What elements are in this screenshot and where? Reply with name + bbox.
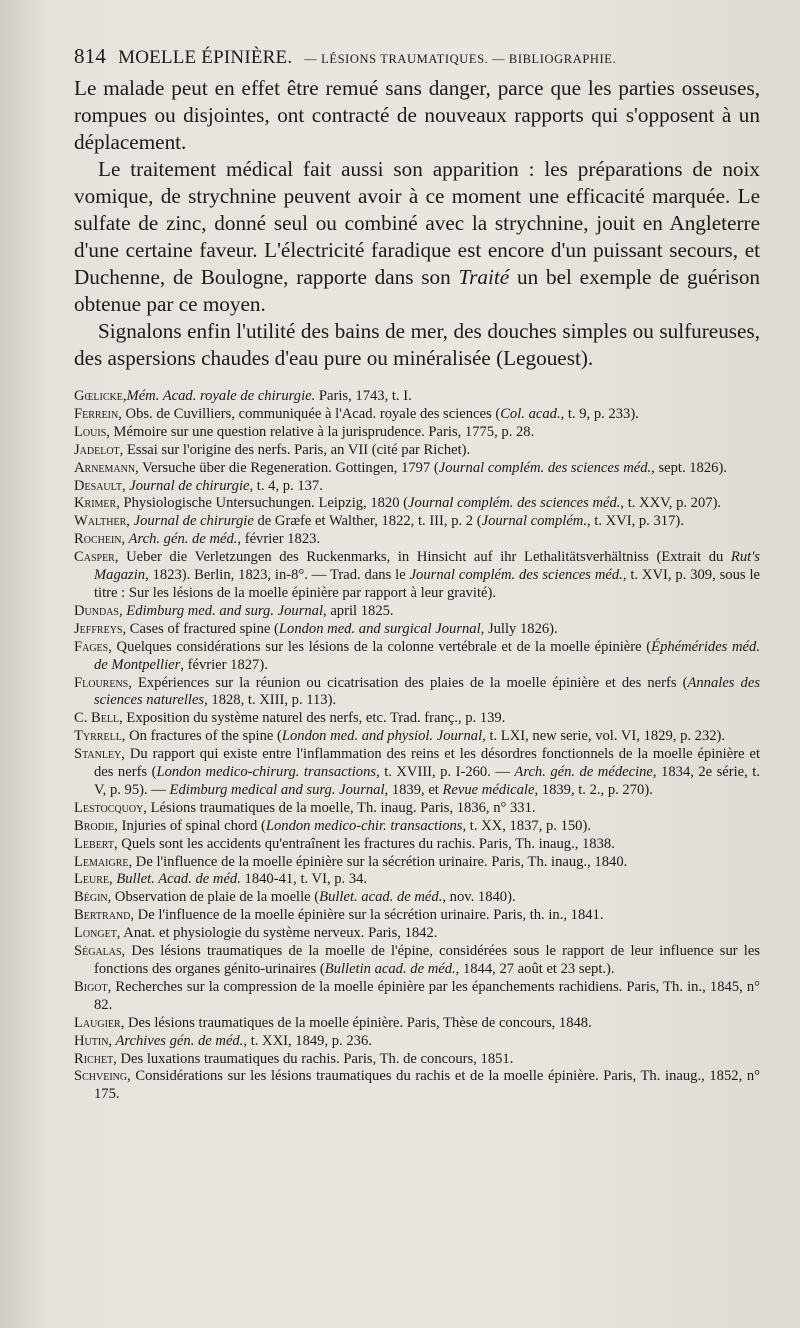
entry-text: , 1828, t. XIII, p. 113). xyxy=(204,692,337,709)
entry-title-italic: Arch. gén. de méd. xyxy=(125,531,238,548)
entry-author: Longet, xyxy=(74,925,121,942)
entry-text: On fractures of the spine ( xyxy=(125,728,282,745)
entry-text: Recherches sur la compression de la moelle épinière par les épanchements rachidiens. Paris, Th. in., 1845, n° 82. xyxy=(94,978,760,1013)
entry-title-italic: Journal complém. des sciences méd. xyxy=(409,567,623,584)
bibliography-entry xyxy=(74,621,760,639)
entry-author: Bégin, xyxy=(74,889,112,906)
bibliography xyxy=(74,388,760,1104)
paragraph-2-italic: Traité xyxy=(458,265,510,289)
entry-text: Anat. et physiologie du système nerveux. Paris, 1842. xyxy=(120,925,438,942)
entry-text: , t. 4, p. 137. xyxy=(249,477,323,494)
bibliography-entry xyxy=(74,406,760,424)
entry-title-italic: London medico-chir. transactions xyxy=(265,817,463,834)
entry-author: Leure, xyxy=(74,871,113,888)
entry-text: Observation de plaie de la moelle ( xyxy=(111,889,320,906)
bibliography-entry xyxy=(74,675,760,711)
bibliography-entry xyxy=(74,478,760,496)
entry-author: Ferrein, xyxy=(74,405,122,422)
entry-text: Des lésions traumatiques de la moelle épinière. Paris, Thèse de concours, 1848. xyxy=(124,1014,592,1031)
bibliography-entry xyxy=(74,1015,760,1033)
entry-author: Hutin, xyxy=(74,1032,113,1049)
bibliography-entry xyxy=(74,1068,760,1104)
bibliography-entry xyxy=(74,531,760,549)
entry-author: Dundas, xyxy=(74,602,123,619)
entry-author: C. Bell, xyxy=(74,710,123,727)
entry-author: Casper, xyxy=(74,549,119,566)
entry-title-italic: Revue médicale xyxy=(442,781,535,798)
entry-text: , t. LXI, new serie, vol. VI, 1829, p. 232). xyxy=(482,728,726,745)
entry-text: Considérations sur les lésions traumatiques du rachis et de la moelle épinière. Paris, Th. inaug., 1852, n° 175. xyxy=(94,1068,760,1103)
entry-text: , t. 9, p. 233). xyxy=(560,405,639,422)
entry-author: Stanley, xyxy=(74,746,125,763)
entry-author: Jadelot, xyxy=(74,441,124,458)
entry-text: , 1839, t. 2., p. 270). xyxy=(534,781,653,798)
entry-text: , t. XX, 1837, p. 150). xyxy=(462,817,591,834)
entry-title-italic: Journal complém. des sciences méd. xyxy=(438,459,652,476)
bibliography-entry xyxy=(74,460,760,478)
paragraph-2-end: un bel exemple de guérison obtenue par ce moyen. xyxy=(74,265,761,316)
entry-author: Flourens, xyxy=(74,674,132,691)
paragraph-1: Le malade peut en effet être remué sans danger, parce que les parties osseuses, rompues ou disjointes, ont contracté de nouveaux rapports qui s'opposent à un déplacement. xyxy=(74,76,760,154)
entry-title-italic: London med. and surgical Journal xyxy=(278,620,481,637)
entry-title-italic: Rut's Magazin xyxy=(94,549,760,584)
entry-author: Fages, xyxy=(74,638,112,655)
bibliography-entry xyxy=(74,1033,760,1051)
entry-text: Expériences sur la réunion ou cicatrisation des plaies de la moelle épinière et des nerfs ( xyxy=(131,674,688,691)
bibliography-entry xyxy=(74,871,760,889)
entry-text: , t. XXI, 1849, p. 236. xyxy=(243,1032,372,1049)
bibliography-entry xyxy=(74,746,760,800)
entry-text: De l'influence de la moelle épinière sur la sécrétion urinaire. Paris, Th. inaug., 1840. xyxy=(132,853,628,870)
entry-text: , t. XXV, p. 207). xyxy=(620,495,722,512)
entry-text: , février 1827). xyxy=(180,656,268,673)
entry-text: Cases of fractured spine ( xyxy=(126,620,279,637)
entry-author: Jeffreys, xyxy=(74,620,127,637)
bibliography-entry xyxy=(74,925,760,943)
bibliography-entry xyxy=(74,907,760,925)
entry-text: , t. XVI, p. 317). xyxy=(587,513,684,530)
entry-text: , 1844, 27 août et 23 sept.). xyxy=(455,961,615,977)
body-text xyxy=(74,75,760,372)
entry-text: Des luxations traumatiques du rachis. Paris, Th. de concours, 1851. xyxy=(116,1050,514,1067)
entry-title-italic: Edimburg medical and surg. Journal xyxy=(169,781,385,798)
entry-text: Versuche über die Regeneration. Gottingen, 1797 ( xyxy=(138,459,439,476)
entry-text: , Jully 1826). xyxy=(480,620,558,637)
bibliography-entry xyxy=(74,1051,760,1069)
entry-author: Arnemann, xyxy=(74,459,139,476)
entry-author: Bertrand, xyxy=(74,907,135,924)
entry-text: Physiologische Untersuchungen. Leipzig, 1820 ( xyxy=(119,495,409,512)
entry-text: de Græfe et Walther, 1822, t. III, p. 2 ( xyxy=(253,513,482,530)
entry-text: De l'influence de la moelle épinière sur la sécrétion urinaire. Paris, th. in., 1841. xyxy=(134,907,604,924)
entry-title-italic: Journal de chirurgie xyxy=(129,513,254,530)
entry-text: Injuries of spinal chord ( xyxy=(117,817,266,834)
bibliography-entry xyxy=(74,728,760,746)
entry-author: Brodie, xyxy=(74,817,118,834)
entry-title-italic: Mém. Acad. royale de chirurgie. xyxy=(126,388,316,404)
bibliography-entry xyxy=(74,943,760,979)
entry-text: , 1839, et xyxy=(384,781,443,798)
entry-text: Des lésions traumatiques de la moelle de l'épine, considérées sous le rapport de leur influence sur les fonctions des organes génito-urinaires ( xyxy=(94,943,760,977)
paragraph-3: Signalons enfin l'utilité des bains de mer, des douches simples ou sulfureuses, des aspersions chaudes d'eau pure ou minéralisée (Legouest). xyxy=(74,319,760,370)
entry-text: , 1823). Berlin, 1823, in-8°. — Trad. dans le xyxy=(145,567,410,584)
entry-text: Ueber die Verletzungen des Ruckenmarks, in Hinsicht auf ihr Lethalitätsverhältniss (Extrait du xyxy=(118,549,731,566)
entry-author: Lestocquoy, xyxy=(74,799,147,816)
entry-author: Richet, xyxy=(74,1050,117,1067)
bibliography-entry xyxy=(74,979,760,1015)
entry-title-italic: Annales des sciences naturelles xyxy=(94,674,760,709)
bibliography-entry xyxy=(74,800,760,818)
running-head xyxy=(74,44,760,69)
paragraph-2 xyxy=(74,156,760,318)
running-title: MOELLE ÉPINIÈRE. xyxy=(118,47,293,68)
entry-text: Quels sont les accidents qu'entraînent les fractures du rachis. Paris, Th. inaug., 1838. xyxy=(117,835,615,852)
entry-author: Desault, xyxy=(74,477,126,494)
bibliography-entry xyxy=(74,388,760,406)
entry-text: , t. XVIII, p. I-260. — xyxy=(376,764,515,781)
entry-text: Obs. de Cuvilliers, communiquée à l'Acad. royale des sciences ( xyxy=(121,405,501,422)
bibliography-entry xyxy=(74,603,760,621)
bibliography-entry xyxy=(74,854,760,872)
entry-title-italic: London medico-chirurg. transactions xyxy=(156,764,377,781)
entry-text: Exposition du système naturel des nerfs, etc. Trad. franç., p. 139. xyxy=(122,710,506,727)
entry-title-italic: Bulletin acad. de méd. xyxy=(324,961,456,977)
entry-author: Rochein, xyxy=(74,531,126,548)
entry-title-italic: Journal complém. xyxy=(481,513,587,530)
entry-text: Du rapport qui existe entre l'inflammation des reins et les désordres fonctionnels de la moelle épinière et des nerfs ( xyxy=(94,746,760,781)
bibliography-entry xyxy=(74,513,760,531)
entry-text: , sept. 1826). xyxy=(651,459,727,476)
entry-title-italic: Bullet. Acad. de méd. xyxy=(112,871,241,888)
entry-text: Essai sur l'origine des nerfs. Paris, an VII (cité par Richet). xyxy=(123,441,471,458)
entry-text: , april 1825. xyxy=(323,602,394,619)
entry-text: , nov. 1840). xyxy=(442,889,516,906)
entry-title-italic: Col. acad. xyxy=(500,405,561,422)
entry-text: , 1834, 2e série, t. V, p. 95). — xyxy=(94,764,760,798)
entry-title-italic: Journal complém. des sciences méd. xyxy=(408,495,621,512)
bibliography-entry xyxy=(74,549,760,603)
entry-text: , février 1823. xyxy=(237,531,321,548)
bibliography-entry xyxy=(74,818,760,836)
entry-author: Laugier, xyxy=(74,1014,125,1031)
entry-title-italic: Archives gén. de méd. xyxy=(112,1032,244,1049)
entry-author: Krimer, xyxy=(74,495,120,512)
bibliography-entry xyxy=(74,424,760,442)
entry-title-italic: Bullet. acad. de méd. xyxy=(319,889,443,906)
entry-author: Lemaigre, xyxy=(74,853,133,870)
entry-text: Paris, 1743, t. I. xyxy=(315,388,412,404)
bibliography-entry xyxy=(74,889,760,907)
entry-author: Walther, xyxy=(74,513,130,530)
entry-title-italic: Éphémérides méd. de Montpellier xyxy=(94,638,760,673)
bibliography-entry xyxy=(74,495,760,513)
entry-text: , t. XVI, p. 309, sous le titre : Sur les lésions de la moelle épinière par rapport à leur gravité). xyxy=(94,567,760,601)
entry-author: Louis, xyxy=(74,423,110,440)
entry-title-italic: London med. and physiol. Journal xyxy=(281,728,483,745)
bibliography-entry xyxy=(74,442,760,460)
entry-title-italic: Arch. gén. de médecine xyxy=(514,764,653,781)
entry-author: Schveing, xyxy=(74,1068,131,1085)
entry-title-italic: Edimburg med. and surg. Journal xyxy=(122,602,324,619)
entry-author: Gœlicke, xyxy=(74,388,127,404)
bibliography-entry xyxy=(74,639,760,675)
entry-author: Ségalas, xyxy=(74,943,126,960)
entry-text: 1840-41, t. VI, p. 34. xyxy=(240,871,368,888)
entry-author: Tyrrell, xyxy=(74,728,126,745)
entry-author: Lebert, xyxy=(74,835,118,852)
bibliography-entry xyxy=(74,710,760,728)
entry-text: Quelques considérations sur les lésions de la colonne vertébrale et de la moelle épinière ( xyxy=(111,638,652,655)
running-subtitle: — LÉSIONS TRAUMATIQUES. — BIBLIOGRAPHIE. xyxy=(304,52,617,66)
entry-author: Bigot, xyxy=(74,978,112,995)
bibliography-entry xyxy=(74,836,760,854)
page-number: 814 xyxy=(74,44,107,68)
entry-text: Mémoire sur une question relative à la jurisprudence. Paris, 1775, p. 28. xyxy=(109,423,535,440)
paragraph-2-text: Le traitement médical fait aussi son apparition : les préparations de noix vomique, de strychnine peuvent avoir à ce moment une efficacité marquée. Le sulfate de zinc, donné seul ou combiné avec la strychnine, jouit en Angleterre d'une certaine faveur. L'électricité faradique est encore d'un puissant secours, et Duchenne, de Boulogne, rapporte dans son xyxy=(74,157,760,289)
entry-title-italic: Journal de chirurgie xyxy=(125,477,250,494)
entry-text: Lésions traumatiques de la moelle, Th. inaug. Paris, 1836, n° 331. xyxy=(146,799,536,816)
